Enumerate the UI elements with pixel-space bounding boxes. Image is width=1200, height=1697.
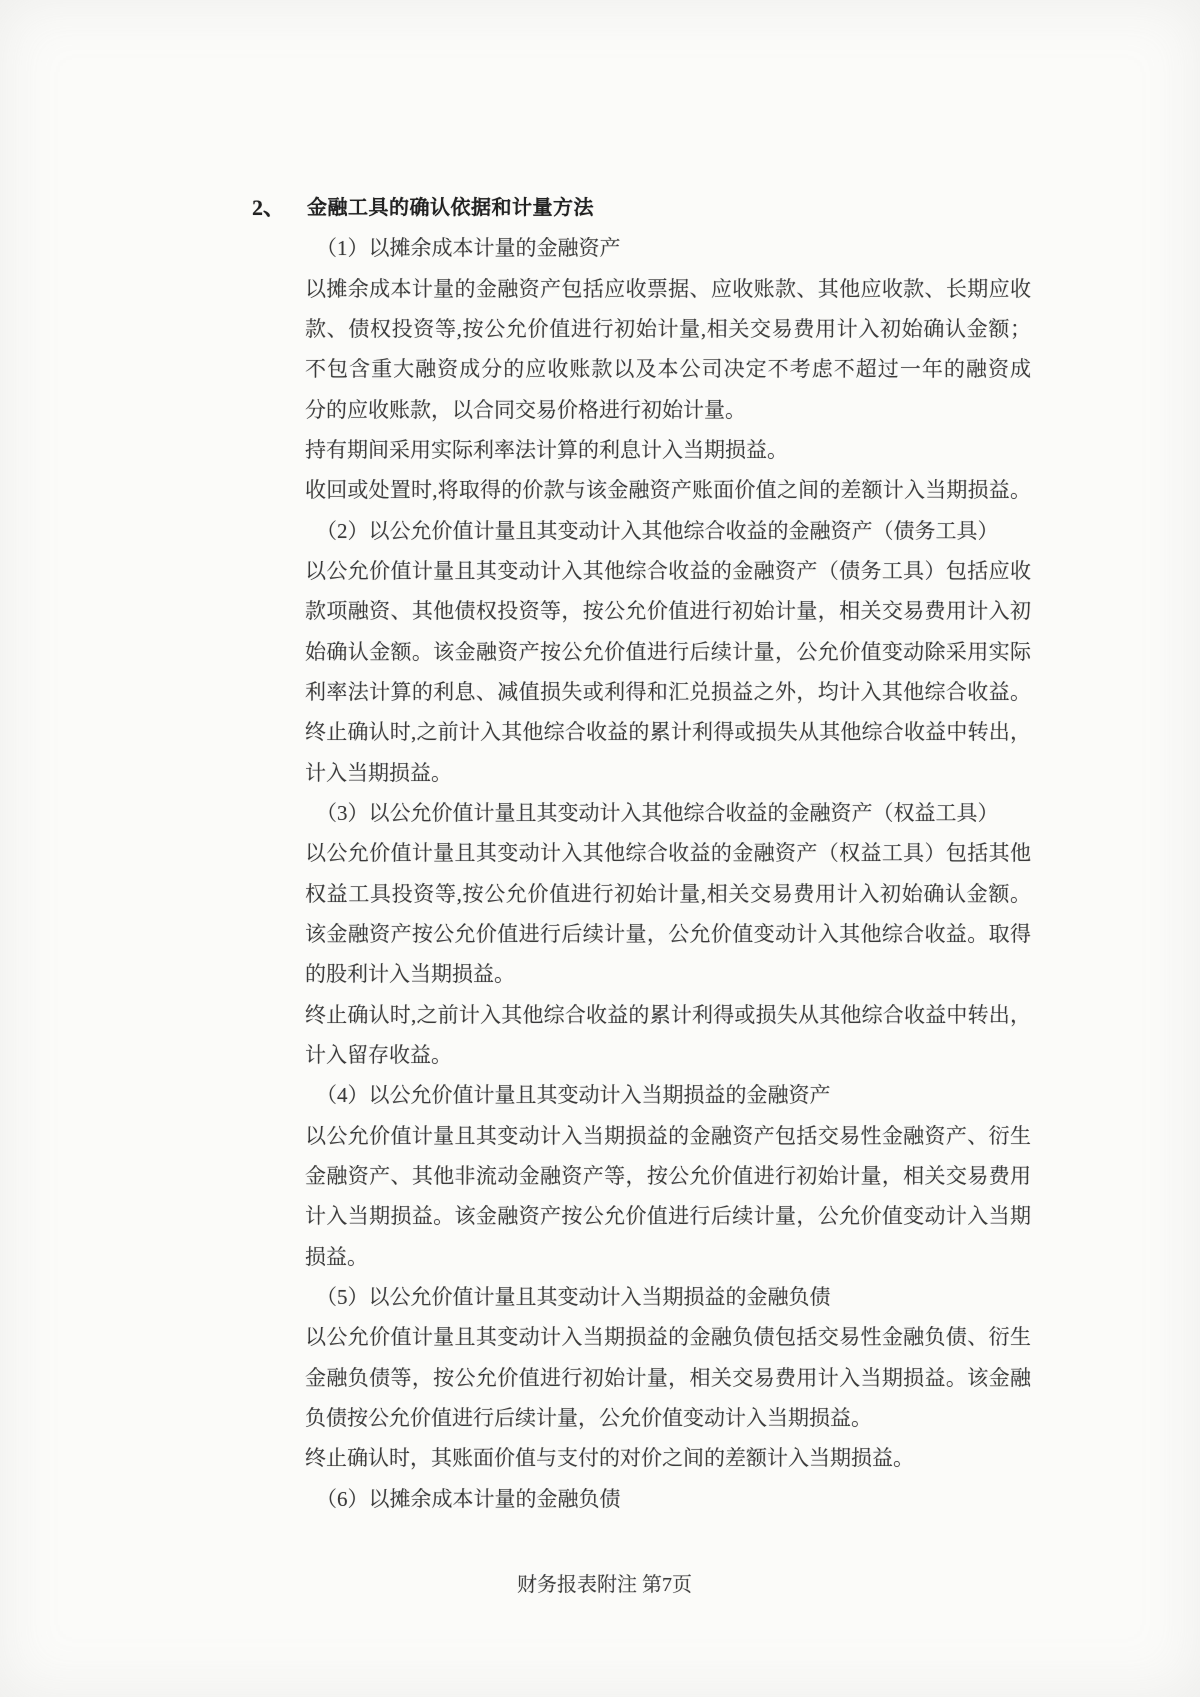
body-text-line: 款、债权投资等,按公允价值进行初始计量,相关交易费用计入初始确认金额； bbox=[305, 316, 1031, 341]
body-text-line: 终止确认时，其账面价值与支付的对价之间的差额计入当期损益。 bbox=[305, 1446, 914, 1471]
section-title: 金融工具的确认依据和计量方法 bbox=[307, 197, 594, 219]
body-text-line: 收回或处置时,将取得的价款与该金融资产账面价值之间的差额计入当期损益。 bbox=[305, 478, 1031, 503]
body-text-line: 持有期间采用实际利率法计算的利息计入当期损益。 bbox=[305, 437, 788, 462]
body-text-line: 分的应收账款，以合同交易价格进行初始计量。 bbox=[305, 397, 746, 422]
body-text-line: 以公允价值计量且其变动计入当期损益的金融负债包括交易性金融负债、衍生 bbox=[305, 1325, 1031, 1350]
body-text-line: 金融负债等，按公允价值进行初始计量，相关交易费用计入当期损益。该金融 bbox=[305, 1365, 1031, 1390]
body-text-line: 终止确认时,之前计入其他综合收益的累计利得或损失从其他综合收益中转出， bbox=[305, 1002, 1031, 1027]
body-text-line: 的股利计入当期损益。 bbox=[305, 962, 515, 987]
body-text-line: 款项融资、其他债权投资等，按公允价值进行初始计量，相关交易费用计入初 bbox=[305, 599, 1031, 624]
body-text-line: 计入当期损益。 bbox=[305, 760, 452, 785]
body-text-line: 以摊余成本计量的金融资产包括应收票据、应收账款、其他应收款、长期应收 bbox=[305, 276, 1031, 301]
body-text-line: 金融资产、其他非流动金融资产等，按公允价值进行初始计量，相关交易费用 bbox=[305, 1163, 1031, 1188]
subsection-heading-line: （2）以公允价值计量且其变动计入其他综合收益的金融资产（债务工具） bbox=[316, 518, 999, 543]
subsection-heading-line: （5）以公允价值计量且其变动计入当期损益的金融负债 bbox=[316, 1284, 831, 1309]
body-text-line: 损益。 bbox=[305, 1244, 368, 1269]
body-text-line: 始确认金额。该金融资产按公允价值进行后续计量，公允价值变动除采用实际 bbox=[305, 639, 1031, 664]
section-number: 2、 bbox=[252, 195, 286, 220]
section-heading bbox=[252, 188, 1031, 228]
subsection-heading-line: （3）以公允价值计量且其变动计入其他综合收益的金融资产（权益工具） bbox=[316, 800, 999, 825]
body-text-line: 该金融资产按公允价值进行后续计量，公允价值变动计入其他综合收益。取得 bbox=[305, 921, 1031, 946]
body-text-line: 负债按公允价值进行后续计量，公允价值变动计入当期损益。 bbox=[305, 1405, 872, 1430]
subsection-heading-line: （4）以公允价值计量且其变动计入当期损益的金融资产 bbox=[316, 1083, 831, 1108]
paragraph-lines bbox=[305, 228, 1031, 1519]
subsection-heading-line: （1）以摊余成本计量的金融资产 bbox=[316, 236, 621, 261]
body-text-line: 利率法计算的利息、减值损失或利得和汇兑损益之外，均计入其他综合收益。 bbox=[305, 679, 1031, 704]
subsection-heading-line: （6）以摊余成本计量的金融负债 bbox=[316, 1486, 621, 1511]
body-text-line: 以公允价值计量且其变动计入其他综合收益的金融资产（债务工具）包括应收 bbox=[305, 558, 1031, 583]
body-text-line: 以公允价值计量且其变动计入当期损益的金融资产包括交易性金融资产、衍生 bbox=[305, 1123, 1031, 1148]
body-text-line: 不包含重大融资成分的应收账款以及本公司决定不考虑不超过一年的融资成 bbox=[305, 357, 1031, 382]
body-text-line: 权益工具投资等,按公允价值进行初始计量,相关交易费用计入初始确认金额。 bbox=[305, 881, 1031, 906]
body-text-line: 计入当期损益。该金融资产按公允价值进行后续计量，公允价值变动计入当期 bbox=[305, 1204, 1031, 1229]
body-text-line: 终止确认时,之前计入其他综合收益的累计利得或损失从其他综合收益中转出， bbox=[305, 720, 1031, 745]
document-content bbox=[252, 188, 1031, 1519]
body-text-line: 计入留存收益。 bbox=[305, 1042, 452, 1067]
page-footer: 财务报表附注 第7页 bbox=[517, 1574, 692, 1596]
body-text-line: 以公允价值计量且其变动计入其他综合收益的金融资产（权益工具）包括其他 bbox=[305, 841, 1031, 866]
